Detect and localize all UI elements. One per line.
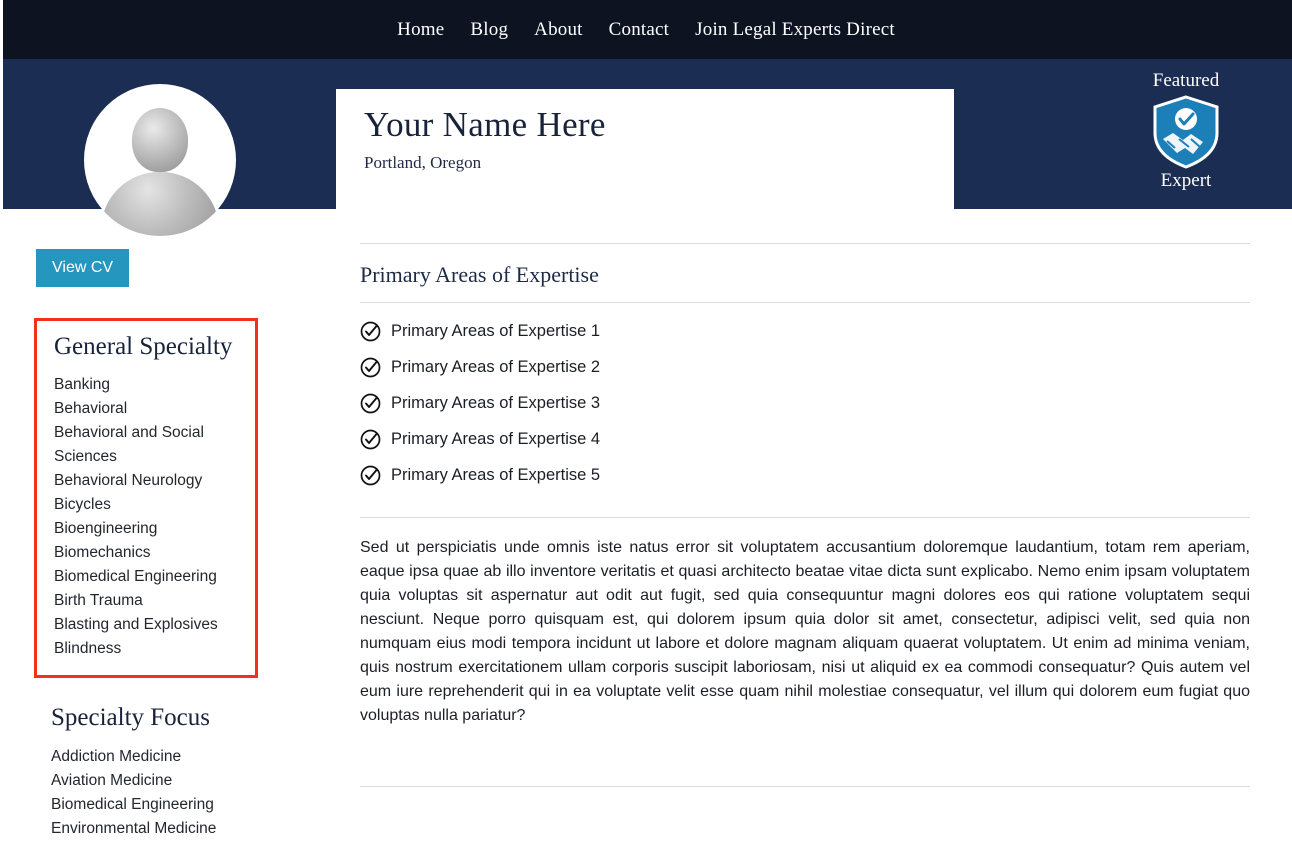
left-edge-strip (0, 0, 3, 842)
featured-label-bottom: Expert (1160, 169, 1212, 191)
list-item (360, 357, 1250, 378)
list-item[interactable]: Behavioral Neurology (54, 472, 203, 489)
section-divider (360, 786, 1250, 787)
list-item[interactable]: Environmental Medicine (51, 820, 217, 837)
list-item[interactable]: Blasting and Explosives (54, 616, 218, 633)
list-item (360, 321, 1250, 342)
general-specialty-panel (34, 318, 258, 678)
list-item[interactable]: Biomedical Engineering (54, 568, 217, 585)
list-item-label: Primary Areas of Expertise 1 (391, 322, 601, 340)
page-title: Your Name Here (364, 105, 606, 144)
profile-location: Portland, Oregon (364, 153, 482, 172)
profile-hero (0, 59, 1292, 209)
nav-item-join-legal-experts-direct[interactable]: Join Legal Experts Direct (695, 18, 895, 40)
check-circle-icon (360, 321, 381, 342)
list-item[interactable]: Biomechanics (54, 544, 151, 561)
list-item-label: Primary Areas of Expertise 5 (391, 466, 601, 484)
list-item[interactable]: Blindness (54, 640, 122, 657)
main-column (336, 209, 1292, 787)
nav-item-about[interactable]: About (534, 18, 583, 40)
nav-item-home[interactable]: Home (397, 18, 445, 40)
nav-item-contact[interactable]: Contact (608, 18, 670, 40)
list-item (360, 465, 1250, 486)
check-circle-icon (360, 357, 381, 378)
check-circle-icon (360, 465, 381, 486)
biography-text: Sed ut perspiciatis unde omnis iste natus error sit voluptatem accusantium doloremque laudantium, totam rem aperiam, eaque ipsa quae ab illo inventore veritatis et quasi architecto beatae vitae dicta sunt explicabo. Nemo enim ipsam voluptatem quia voluptas sit aspernatur aut odit aut fugit, sed quia consequuntur magni dolores eos qui ratione voluptatem sequi nesciunt. Neque porro quisquam est, qui dolorem ipsum quia dolor sit amet, consectetur, adipisci velit, sed quia non numquam eius modi tempora incidunt ut labore et dolore magnam aliquam quaerat voluptatem. Ut enim ad minima veniam, quis nostrum exercitationem ullam corporis suscipit laboriosam, nisi ut aliquid ex ea commodi consequatur? Quis autem vel eum iure reprehenderit qui in ea voluptate velit esse quam nihil molestiae consequatur, vel illum qui dolorem eum fugiat quo voluptas nulla pariatur? (360, 539, 1250, 724)
list-item[interactable]: Birth Trauma (54, 592, 143, 609)
list-item[interactable]: Aviation Medicine (51, 772, 173, 789)
list-item[interactable]: Behavioral and Social Sciences (54, 424, 204, 465)
list-item[interactable]: Bicycles (54, 496, 111, 513)
sidebar (0, 209, 336, 841)
name-card (336, 89, 954, 211)
check-circle-icon (360, 393, 381, 414)
nav-item-blog[interactable]: Blog (470, 18, 509, 40)
top-navigation (0, 0, 1292, 59)
content-area (0, 209, 1292, 841)
avatar (84, 84, 236, 236)
list-item[interactable]: Addiction Medicine (51, 748, 182, 765)
list-item-label: Primary Areas of Expertise 4 (391, 430, 601, 448)
view-cv-button[interactable]: View CV (36, 249, 129, 287)
list-item[interactable]: Bioengineering (54, 520, 158, 537)
list-item[interactable]: Banking (54, 376, 111, 393)
list-item[interactable]: Biomedical Engineering (51, 796, 214, 813)
list-item[interactable]: Behavioral (54, 400, 128, 417)
featured-expert-badge (1106, 71, 1266, 191)
avatar-head-shape (132, 108, 188, 172)
list-item (360, 429, 1250, 450)
list-item-label: Primary Areas of Expertise 3 (391, 394, 601, 412)
list-item (360, 393, 1250, 414)
primary-areas-list (360, 321, 1250, 518)
specialty-focus-panel (51, 704, 281, 841)
general-specialty-title: General Specialty (54, 333, 233, 360)
general-specialty-list (54, 373, 241, 661)
shield-handshake-check-icon (1147, 95, 1225, 169)
check-circle-icon (360, 429, 381, 450)
specialty-focus-title: Specialty Focus (51, 704, 211, 731)
list-item-label: Primary Areas of Expertise 2 (391, 358, 601, 376)
featured-label-top: Featured (1152, 70, 1220, 91)
primary-areas-section-title: Primary Areas of Expertise (360, 243, 1250, 303)
avatar-body-shape (101, 172, 219, 236)
specialty-focus-list (51, 745, 281, 841)
